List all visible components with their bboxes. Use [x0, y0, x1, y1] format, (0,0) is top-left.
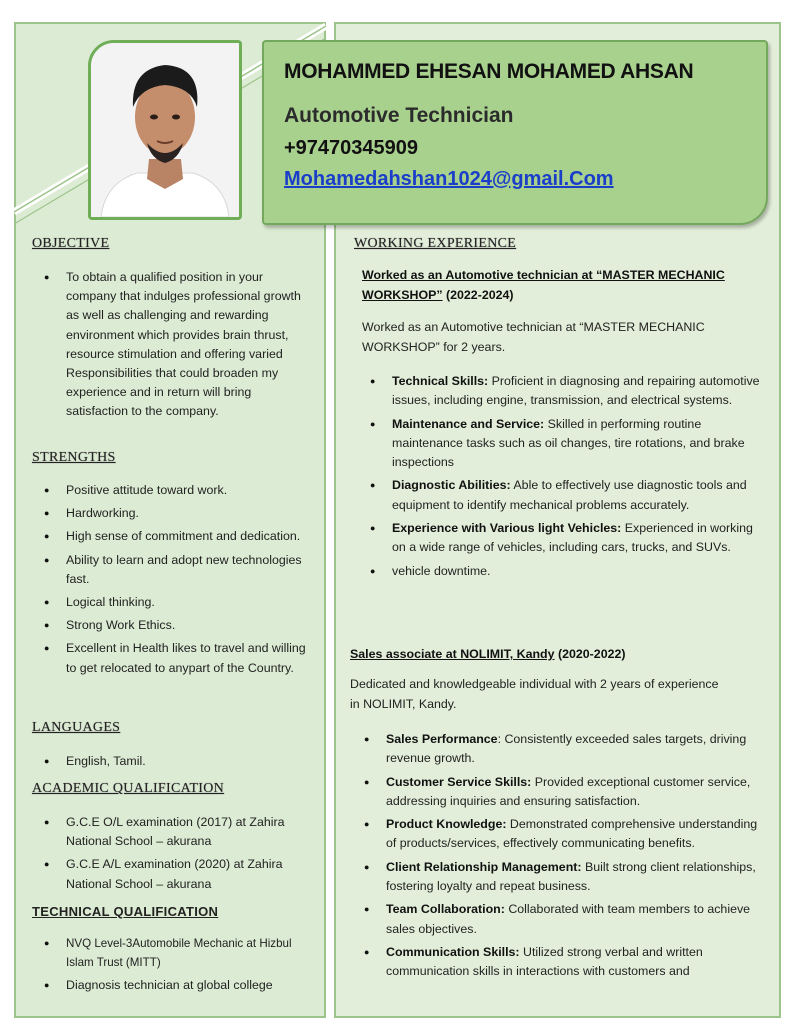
job1-list: [368, 372, 764, 585]
job2-list: [362, 730, 762, 986]
list-item: ● English, Tamil.: [42, 752, 310, 771]
academic-heading: ACADEMIC QUALIFICATION: [32, 781, 225, 796]
job1-period: (2022-2024): [446, 287, 514, 302]
phone-number: +97470345909: [284, 137, 419, 159]
academic-list: [42, 813, 314, 898]
objective-list: [42, 268, 314, 426]
list-item: ● G.C.E O/L examination (2017) at Zahira National School – akurana: [42, 813, 314, 851]
list-item: ● Maintenance and Service: Skilled in performing routine maintenance tasks such as oil changes, tire rotations, and brake inspections: [368, 415, 764, 473]
list-item: ● To obtain a qualified position in your company that indulges professional growth as well as challenging and rewarding environment which provides brain thrust, resource stimulation and offering varied Responsibilities that could broaden my experience and in return will bring satisfaction to the company.: [42, 268, 314, 422]
list-item: ● G.C.E A/L examination (2020) at Zahira National School – akurana: [42, 855, 314, 893]
technical-heading: TECHNICAL QUALIFICATION: [32, 904, 219, 919]
list-item: ● Strong Work Ethics.: [42, 616, 310, 635]
technical-list: [42, 934, 310, 1000]
list-item: ● Client Relationship Management: Built strong client relationships, fostering loyalty and repeat business.: [362, 858, 762, 897]
job1-title-text: Worked as an Automotive technician at “MASTER MECHANIC WORKSHOP”: [362, 268, 725, 302]
list-item: ● Product Knowledge: Demonstrated comprehensive understanding of products/services, effectively communicating benefits.: [362, 815, 762, 854]
job2-summary: Dedicated and knowledgeable individual with 2 years of experience in NOLIMIT, Kandy.: [350, 677, 719, 711]
list-item: ● Communication Skills: Utilized strong verbal and written communication skills in interactions with customers and: [362, 943, 762, 982]
list-item: ● Excellent in Health likes to travel and willing to get relocated to anypart of the Country.: [42, 639, 310, 677]
job1-summary: Worked as an Automotive technician at “MASTER MECHANIC WORKSHOP” for 2 years.: [362, 320, 705, 354]
job2-title-text: Sales associate at NOLIMIT, Kandy: [350, 647, 555, 661]
list-item: ● Diagnostic Abilities: Able to effectively use diagnostic tools and equipment to identify mechanical problems accurately.: [368, 476, 764, 515]
list-item: ● NVQ Level-3Automobile Mechanic at Hizbul Islam Trust (MITT): [42, 934, 310, 972]
list-item: ● Team Collaboration: Collaborated with team members to achieve sales objectives.: [362, 900, 762, 939]
list-item: ● Experience with Various light Vehicles: Experienced in working on a wide range of vehicles, including cars, trucks, and SUVs.: [368, 519, 764, 558]
email-link[interactable]: Mohamedahshan1024@gmail.Com: [284, 168, 614, 190]
candidate-name: MOHAMMED EHESAN MOHAMED AHSAN: [284, 60, 694, 83]
strengths-list: [42, 481, 310, 682]
list-item: ● Diagnosis technician at global college: [42, 976, 310, 995]
list-item: ● Logical thinking.: [42, 593, 310, 612]
strengths-heading: STRENGTHS: [32, 450, 116, 465]
job2-period: (2020-2022): [557, 647, 626, 661]
list-item: ● Customer Service Skills: Provided exceptional customer service, addressing inquiries and ensuring satisfaction.: [362, 773, 762, 812]
experience-heading: WORKING EXPERIENCE: [354, 236, 517, 251]
list-item: ● Technical Skills: Proficient in diagnosing and repairing automotive issues, including engine, transmission, and electrical systems.: [368, 372, 764, 411]
list-item: ● Positive attitude toward work.: [42, 481, 310, 500]
objective-heading: OBJECTIVE: [32, 236, 110, 251]
languages-list: [42, 752, 310, 775]
list-item: ● Hardworking.: [42, 504, 310, 523]
person-portrait-icon: [91, 43, 239, 217]
languages-heading: LANGUAGES: [32, 720, 121, 735]
job-role: Automotive Technician: [284, 104, 514, 127]
job1-title: [362, 266, 762, 305]
list-item: ● Sales Performance: Consistently exceeded sales targets, driving revenue growth.: [362, 730, 762, 769]
list-item: ● High sense of commitment and dedication.: [42, 527, 310, 546]
profile-photo: [88, 40, 242, 220]
list-item: ● Ability to learn and adopt new technologies fast.: [42, 551, 310, 589]
job2-title: [350, 645, 770, 665]
list-item: ● vehicle downtime.: [368, 562, 764, 581]
